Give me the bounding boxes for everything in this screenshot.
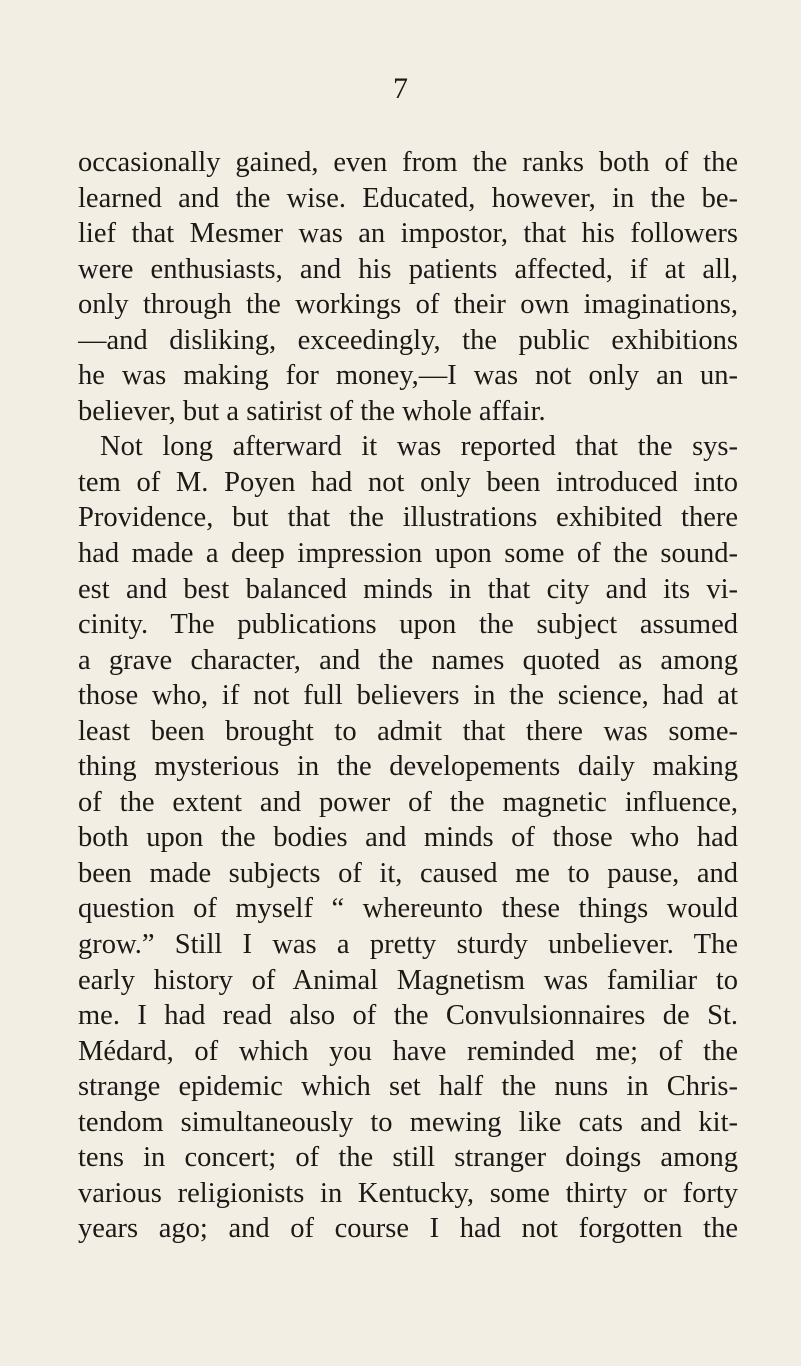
text-line: early history of Animal Magnetism was familiar to: [78, 964, 738, 996]
text-line: est and best balanced minds in that city and its vi-: [78, 573, 738, 605]
text-line: —and disliking, exceedingly, the public exhibitions: [78, 324, 738, 356]
text-line: Médard, of which you have reminded me; of the: [78, 1035, 738, 1067]
text-line: he was making for money,—I was not only an un-: [78, 360, 738, 392]
text-line: had made a deep impression upon some of the sound-: [78, 538, 738, 570]
text-line: been made subjects of it, caused me to pause, and: [78, 857, 738, 889]
text-line: thing mysterious in the developements daily making: [78, 751, 738, 783]
text-line: question of myself “ whereunto these things would: [78, 893, 738, 925]
text-line: grow.” Still I was a pretty sturdy unbeliever. The: [78, 929, 738, 961]
text-line: tem of M. Poyen had not only been introduced into: [78, 466, 738, 498]
text-line: those who, if not full believers in the science, had at: [78, 680, 738, 712]
text-line: tens in concert; of the still stranger doings among: [78, 1142, 738, 1174]
text-line: a grave character, and the names quoted as among: [78, 644, 738, 676]
text-line: Not long afterward it was reported that the sys-: [100, 431, 738, 463]
text-line: tendom simultaneously to mewing like cats and kit-: [78, 1106, 738, 1138]
page-number: 7: [393, 72, 408, 105]
text-line: occasionally gained, even from the ranks both of the: [78, 147, 738, 178]
text-line: only through the workings of their own imaginations,: [78, 289, 738, 321]
text-line: were enthusiasts, and his patients affected, if at all,: [78, 253, 738, 285]
text-line: of the extent and power of the magnetic influence,: [78, 786, 738, 818]
text-line: strange epidemic which set half the nuns in Chris-: [78, 1071, 738, 1103]
text-line: believer, but a satirist of the whole affair.: [78, 395, 546, 427]
text-line: years ago; and of course I had not forgotten the: [78, 1213, 738, 1245]
text-line: least been brought to admit that there was some-: [78, 715, 738, 747]
text-line: cinity. The publications upon the subject assumed: [78, 609, 738, 641]
text-line: learned and the wise. Educated, however, in the be-: [78, 182, 738, 214]
text-line: Providence, but that the illustrations exhibited there: [78, 502, 738, 534]
text-line: various religionists in Kentucky, some thirty or forty: [78, 1177, 738, 1209]
body-text: [78, 145, 738, 1247]
text-line: both upon the bodies and minds of those who had: [78, 822, 738, 854]
text-line: me. I had read also of the Convulsionnaires de St.: [78, 1000, 738, 1032]
text-line: lief that Mesmer was an impostor, that his followers: [78, 218, 738, 250]
